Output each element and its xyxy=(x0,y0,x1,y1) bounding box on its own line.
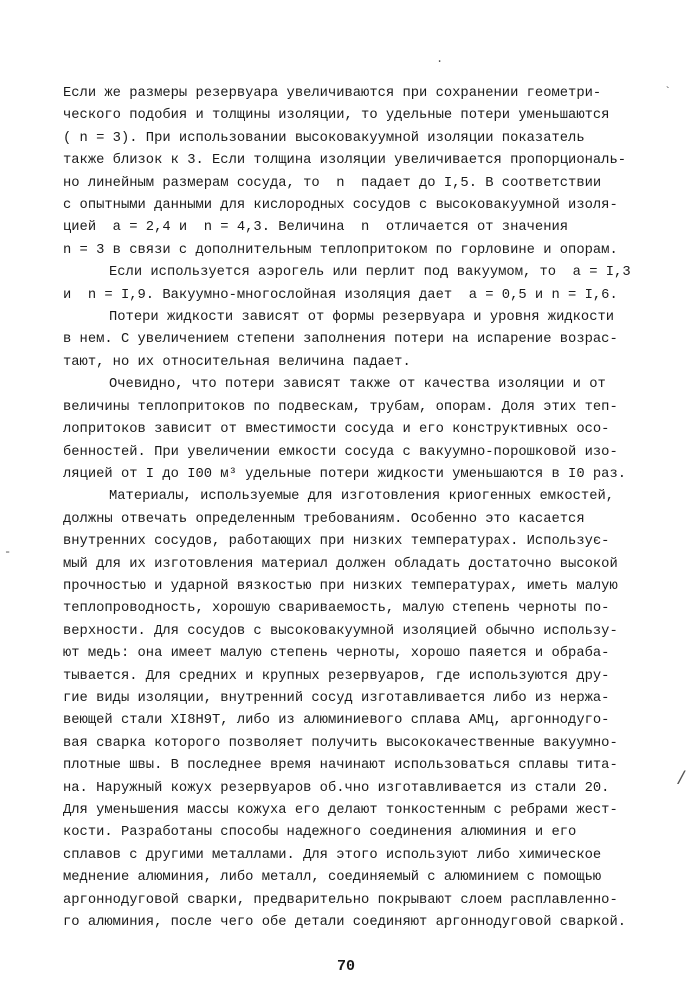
text-line: прочностью и ударной вязкостью при низких температурах, иметь малую xyxy=(63,578,618,594)
page-number: 70 xyxy=(336,958,355,975)
text-line: Если используется аэрогель или перлит под вакуумом, то a = I,3 xyxy=(109,265,631,281)
text-line: бенностей. При увеличении емкости сосуда с вакуумно-порошковой изо- xyxy=(63,444,618,460)
text-line: вая сварка которого позволяет получить высококачественные вакуумно- xyxy=(63,735,618,751)
text-line: величины теплопритоков по подвескам, трубам, опорам. Доля этих теп- xyxy=(63,399,618,415)
text-line: ют медь: она имеет малую степень черноты, хорошо паяется и обраба- xyxy=(63,646,610,662)
text-line: теплопроводность, хорошую свариваемость, малую степень черноты по- xyxy=(63,601,610,617)
text-line: должны отвечать определенным требованиям. Особенно это касается xyxy=(63,511,585,527)
body-text xyxy=(63,83,683,934)
text-line: на. Наружный кожух резервуаров об.чно изготавливается из стали 20. xyxy=(63,780,610,796)
text-line: лопритоков зависит от вместимости сосуда и его конструктивных осо- xyxy=(63,422,610,438)
text-line: веющей стали XI8H9T, либо из алюминиевого сплава АМц, аргоннодуго- xyxy=(63,713,610,729)
text-line: Потери жидкости зависят от формы резервуара и уровня жидкости xyxy=(109,310,615,326)
text-line: верхности. Для сосудов с высоковакуумной изоляцией обычно использу- xyxy=(63,623,618,639)
scan-mark: ` xyxy=(664,85,672,99)
text-line: аргоннодуговой сварки, предварительно покрывают слоем расплавленно- xyxy=(63,892,618,908)
text-line: ляцией от I до I00 м³ удельные потери жидкости уменьшаются в I0 раз. xyxy=(63,466,627,482)
scan-mark: / xyxy=(676,770,687,790)
text-line: также близок к 3. Если толщина изоляции увеличивается пропорциональ- xyxy=(63,153,627,169)
text-line: тывается. Для средних и крупных резервуаров, где используются дру- xyxy=(63,668,610,684)
text-line: ( n = 3). При использовании высоковакуумной изоляции показатель xyxy=(63,130,585,146)
text-line: меднение алюминия, либо металл, соединяемый с алюминием с помощью xyxy=(63,870,602,886)
scan-mark: - xyxy=(4,545,12,559)
text-line: Материалы, используемые для изготовления криогенных емкостей, xyxy=(109,489,615,505)
text-line: в нем. С увеличением степени заполнения потери на испарение возрас- xyxy=(63,332,618,348)
text-line: Очевидно, что потери зависят также от качества изоляции и от xyxy=(109,377,606,393)
text-line: и n = I,9. Вакуумно-многослойная изоляция дает a = 0,5 и n = I,6. xyxy=(63,287,618,303)
text-line: го алюминия, после чего обе детали соединяют аргоннодуговой сваркой. xyxy=(63,915,627,931)
text-line: Если же размеры резервуара увеличиваются при сохранении геометри- xyxy=(63,86,602,101)
text-line: n = 3 в связи с дополнительным теплопритоком по горловине и опорам. xyxy=(63,242,618,258)
text-line: внутренних сосудов, работающих при низких температурах. Использує- xyxy=(63,534,610,550)
text-line: Для уменьшения массы кожуха его делают тонкостенным с ребрами жест- xyxy=(63,803,618,818)
text-line: гие виды изоляции, внутренний сосуд изготавливается либо из нержа- xyxy=(63,690,610,706)
text-line: сплавов с другими металлами. Для этого используют либо химическое xyxy=(63,847,602,863)
scan-mark: . xyxy=(436,52,444,66)
text-line: кости. Разработаны способы надежного соединения алюминия и его xyxy=(63,825,577,841)
text-line: плотные швы. В последнее время начинают использоваться сплавы тита- xyxy=(63,758,618,774)
text-line: с опытными данными для кислородных сосудов с высоковакуумной изоля- xyxy=(63,198,618,214)
text-line: цией a = 2,4 и n = 4,3. Величина n отличается от значения xyxy=(63,220,569,236)
text-line: но линейным размерам сосуда, то n падает до I,5. В соответствии xyxy=(63,175,602,191)
text-line: тают, но их относительная величина падает. xyxy=(63,354,411,370)
text-line: мый для их изготовления материал должен обладать достаточно высокой xyxy=(63,556,618,572)
text-line: ческого подобия и толщины изоляции, то удельные потери уменьшаются xyxy=(63,108,610,124)
